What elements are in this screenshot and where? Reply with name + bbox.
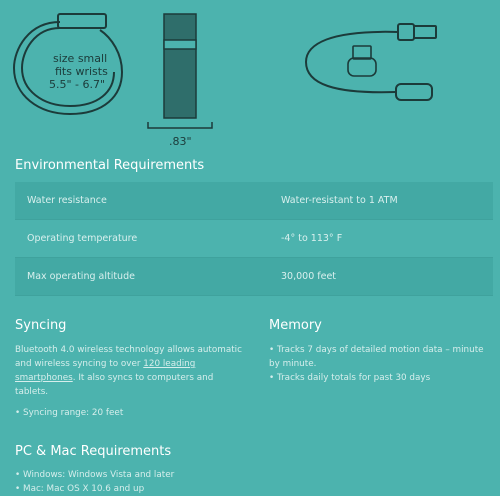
table-cell-label: Water resistance <box>27 195 107 206</box>
syncing-range: • Syncing range: 20 feet <box>15 408 124 418</box>
smartphones-link[interactable]: 120 leading smartphones <box>15 359 196 383</box>
band-front-icon <box>164 14 196 118</box>
pc-mac-item: • Mac: Mac OS X 10.6 and up <box>15 484 145 494</box>
table-cell-label: Operating temperature <box>27 233 138 244</box>
product-illustration <box>0 0 500 152</box>
pc-mac-item: • Windows: Windows Vista and later <box>15 470 175 480</box>
table-cell-value: -4° to 113° F <box>281 233 343 244</box>
memory-item: • Tracks daily totals for past 30 days <box>269 373 431 383</box>
syncing-text-before-link: Bluetooth 4.0 wireless technology allows automatic and wireless syncing to over <box>15 345 242 369</box>
syncing-text-after-link: . It also syncs to computers and tablets. <box>15 373 214 397</box>
memory-heading: Memory <box>269 318 322 333</box>
syncing-description <box>15 343 245 399</box>
pc-mac-heading: PC & Mac Requirements <box>15 444 172 459</box>
width-bracket <box>148 122 212 128</box>
table-row <box>15 220 493 258</box>
table-row <box>15 258 493 296</box>
table-row <box>15 182 493 220</box>
band-width-label: .83" <box>169 135 192 148</box>
syncing-heading: Syncing <box>15 318 67 333</box>
table-cell-label: Max operating altitude <box>27 271 135 282</box>
band-size-line1: size small <box>53 52 108 65</box>
band-size-line3: 5.5" - 6.7" <box>49 78 106 91</box>
band-size-line2: fits wrists <box>55 65 108 78</box>
table-cell-value: 30,000 feet <box>281 271 337 282</box>
memory-item: • Tracks 7 days of detailed motion data – minute by minute. <box>269 345 484 369</box>
dongle-icon <box>348 46 376 76</box>
table-cell-value: Water-resistant to 1 ATM <box>281 195 398 206</box>
charging-cable-icon <box>306 24 436 100</box>
environmental-table <box>15 182 493 296</box>
environmental-heading: Environmental Requirements <box>15 158 205 173</box>
